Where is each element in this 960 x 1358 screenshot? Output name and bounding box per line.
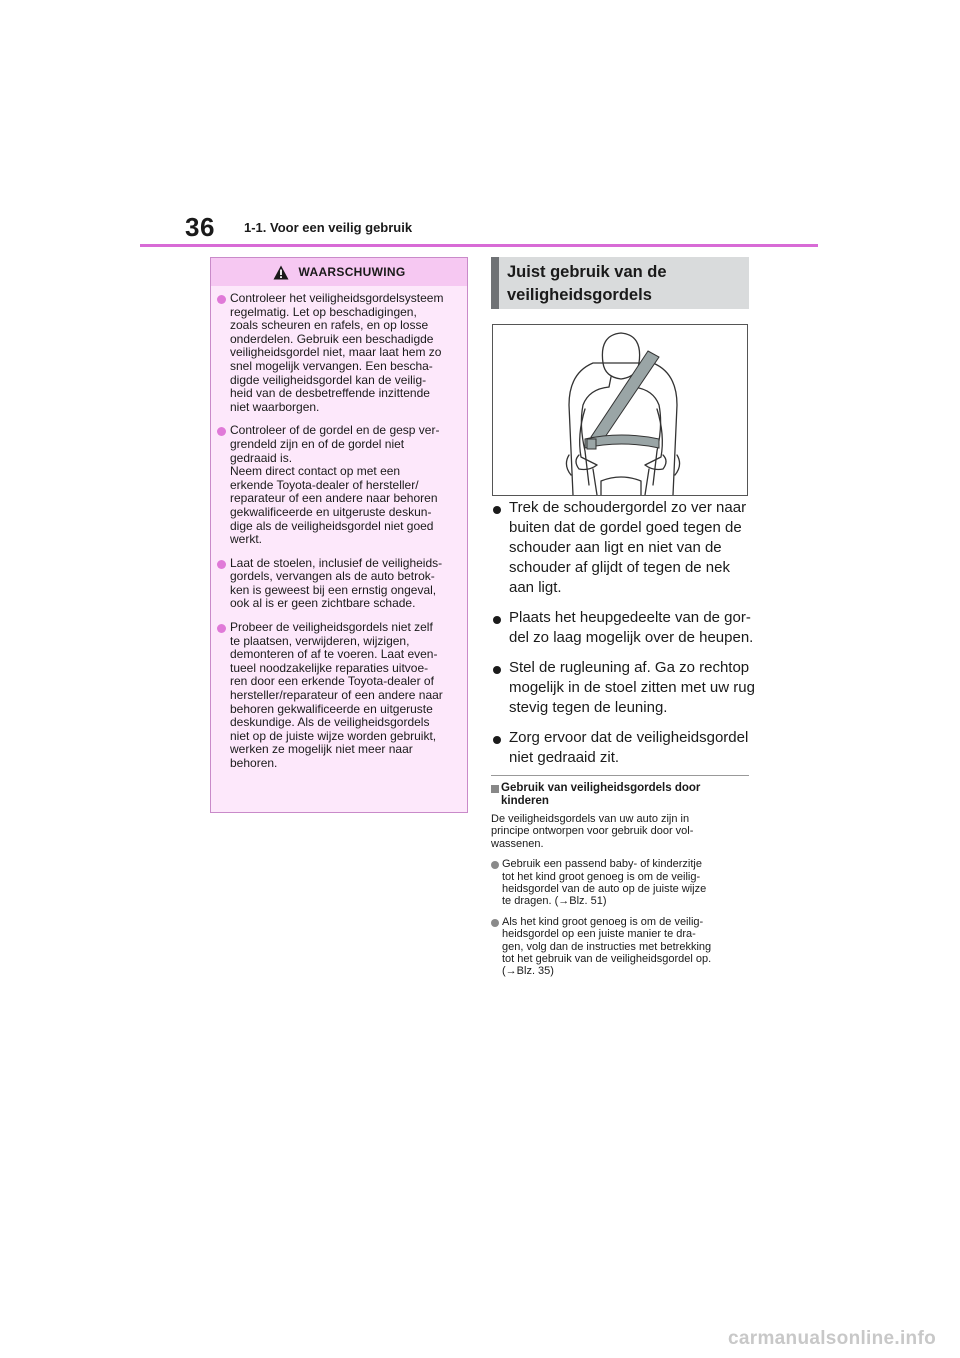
child-item (491, 916, 753, 978)
bullet-icon (493, 616, 501, 624)
page-number: 36 (185, 212, 215, 242)
header-rule (140, 244, 818, 247)
children-title: Gebruik van veiligheidsgordels door kinderen (501, 782, 701, 807)
instruction-text: Trek de schoudergordel zo ver naar buiten dat de gordel goed tegen de schouder aan ligt en niet van de schouder af glijdt of tegen de nek aan ligt. (509, 499, 747, 596)
bullet-icon (217, 295, 226, 304)
sub-heading: Juist gebruik van de veiligheidsgordels (491, 257, 749, 309)
bullet-icon (217, 560, 226, 569)
instruction-item (491, 658, 761, 718)
instruction-text: Zorg ervoor dat de veiligheidsgordel niet gedraaid zit. (509, 729, 749, 766)
square-bullet-icon (491, 785, 499, 793)
instruction-item (491, 608, 761, 648)
bullet-icon (493, 666, 501, 674)
section-title: 1-1. Voor een veilig gebruik (244, 220, 413, 235)
instruction-text: Stel de rugleuning af. Ga zo rechtop mogelijk in de stoel zitten met uw rug stevig tegen de leuning. (509, 659, 755, 716)
bullet-icon (493, 506, 501, 514)
warning-text: Controleer of de gordel en de gesp ver- grendeld zijn en of de gordel niet gedraaid is. Neem direct contact op met een erkende Toyota-dealer of hersteller/ reparateur of een andere naar behoren gekwalificeerde en uitgeruste deskun- dige als de veiligheidsgordel niet goed werkt. (230, 423, 440, 547)
bullet-icon (217, 427, 226, 436)
warning-text: Probeer de veiligheidsgordels niet zelf te plaatsen, verwijderen, wijzigen, demonteren of af te voeren. Laat even- tueel noodzakelijke reparaties uitvoe- ren door een erkende Toyota-dealer of hersteller/reparateur of een andere naar behoren gekwalificeerde en uitgeruste deskundige. Als de veiligheidsgordels niet op de juiste wijze worden gebruikt, werken ze mogelijk niet meer naar behoren. (230, 620, 443, 770)
warning-text: Laat de stoelen, inclusief de veiligheids- gordels, vervangen als de auto betrok- ken is geweest bij een ernstig ongeval, ook al is er geen zichtbare schade. (230, 555, 443, 611)
warning-item (217, 621, 459, 771)
warning-item (217, 292, 459, 414)
instruction-text: Plaats het heupgedeelte van de gor- del zo laag mogelijk over de heupen. (509, 609, 754, 646)
bullet-icon (491, 861, 499, 869)
seated-person-icon (493, 325, 747, 495)
warning-header (211, 258, 467, 286)
section-divider (491, 775, 749, 776)
warning-item (217, 424, 459, 546)
bullet-icon (491, 919, 499, 927)
children-section (491, 782, 753, 978)
child-text: Gebruik een passend baby- of kinderzitje tot het kind groot genoeg is om de veilig- heidsgordel van de auto op de juiste wijze te dragen. (→Blz. 51) (502, 858, 707, 908)
bullet-icon (493, 736, 501, 744)
warning-item (217, 557, 459, 611)
seatbelt-illustration (492, 324, 748, 496)
warning-triangle-icon (273, 265, 289, 280)
bullet-icon (217, 624, 226, 633)
warning-box (210, 257, 468, 813)
instruction-item (491, 728, 761, 768)
watermark: carmanualsonline.info (728, 1328, 936, 1349)
warning-text: Controleer het veiligheidsgordelsysteem regelmatig. Let op beschadigingen, zoals scheuren en rafels, en op losse onderdelen. Gebruik een beschadigde veiligheidsgordel niet, maar laat hem zo snel mogelijk vervangen. Een bescha- digde veiligheidsgordel kan de veilig- heid van de desbetreffende inzittende niet waarborgen. (230, 291, 444, 414)
instruction-item (491, 498, 761, 598)
child-item (491, 858, 753, 908)
warning-title: WAARSCHUWING (298, 265, 406, 279)
child-text: Als het kind groot genoeg is om de veilig- heidsgordel op een juiste manier te dra- gen, volg dan de instructies met betrekking tot het gebruik van de veiligheidsgordel op. (→Blz. 35) (502, 915, 712, 978)
children-intro: De veiligheidsgordels van uw auto zijn in principe ontworpen voor gebruik door vol- wassenen. (491, 813, 694, 850)
